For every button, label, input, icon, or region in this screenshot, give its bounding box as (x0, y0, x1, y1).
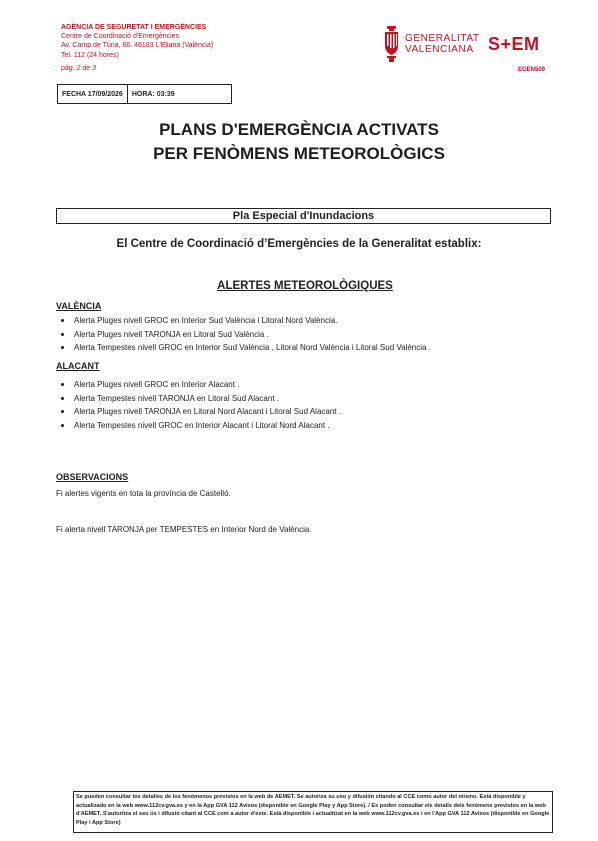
agency-phone: Tel. 112 (24 hores) (61, 51, 119, 59)
plan-name-box: Pla Especial d'Inundacions (56, 208, 551, 224)
list-item: Alerta Tempestes nivell TARONJA en Litoral Sud Alacant . (56, 392, 341, 406)
agency-header (61, 23, 213, 73)
list-item: Alerta Tempestes nivell GROC en Interior Sud València , Litoral Nord València i Litoral Sud València . (56, 341, 431, 355)
agency-name: AGÈNCIA DE SEGURETAT I EMERGÈNCIES (61, 24, 207, 31)
generalitat-logo (383, 26, 480, 62)
document-title-line1: PLANS D'EMERGÈNCIA ACTIVATS (159, 120, 439, 139)
alert-list-alacant (56, 378, 341, 432)
footer-disclaimer: Se pueden consultar los detalles de los fenómenos previstos en la web de AEMET. Se autoriza su uso y difusión citando al CCE como autor del mismo. Está disponible y actualizado en la web www.112cv.gva.es y en la App GVA 112 Avisos (disponible en Google Play y App Store). / Es poden consultar els detalls dels fenòmens previstos en la web d'AEMET. S'autoritza el seu ús i difusió citant al CCE com a autor d'este. Està disponible i actualitzat en la web www.112cv.gva.es i en l'App GVA 112 Avisos (disponible en Google Play i App Store) (73, 791, 553, 833)
observations-title: OBSERVACIONS (56, 472, 129, 482)
document-title-line2: PER FENÒMENS METEOROLÒGICS (153, 144, 445, 163)
observation-line: Fi alertes vigents en tota la província de Castelló. (56, 489, 231, 498)
establish-statement: El Centre de Coordinació d’Emergències de la Generalitat establix: (116, 238, 482, 250)
region-heading-valencia: VALÈNCIA (56, 301, 102, 311)
time-field: HORA: 03:39 (127, 85, 179, 103)
list-item: Alerta Pluges nivell TARONJA en Litoral Nord Alacant i Litoral Sud Alacant . (56, 405, 341, 419)
page-number: pàg. 2 de 3 (61, 64, 97, 72)
document-code: EGEN509 (518, 67, 546, 73)
alert-list-valencia (56, 314, 431, 355)
generalitat-emblem-icon (383, 26, 400, 62)
generalitat-wordmark-line1: GENERALITAT (405, 33, 480, 44)
list-item: Alerta Pluges nivell GROC en Interior Sud València i Litoral Nord València. (56, 314, 431, 328)
generalitat-wordmark (405, 33, 480, 55)
observation-line: Fi alerta nivell TARONJA per TEMPESTES en Interior Nord de València. (56, 525, 312, 534)
document-title (0, 118, 598, 166)
region-heading-alacant: ALACANT (56, 361, 100, 371)
agency-address: Av. Camp de Túria, 66. 46183 L'Eliana (València) (61, 42, 214, 50)
list-item: Alerta Tempestes nivell GROC en Interior Alacant i Litoral Nord Alacant . (56, 419, 341, 433)
date-field: FECHA 17/09/2026 (62, 90, 123, 98)
list-item: Alerta Pluges nivell GROC en Interior Alacant . (56, 378, 341, 392)
generalitat-wordmark-line2: VALENCIANA (405, 44, 474, 55)
alerts-title: ALERTES METEOROLÒGIQUES (217, 280, 393, 292)
sem-logo: S+EM (488, 34, 540, 54)
list-item: Alerta Pluges nivell TARONJA en Litoral Sud València . (56, 328, 431, 342)
date-time-box (57, 84, 232, 104)
agency-center: Centre de Coordinació d'Emergències (61, 33, 180, 41)
